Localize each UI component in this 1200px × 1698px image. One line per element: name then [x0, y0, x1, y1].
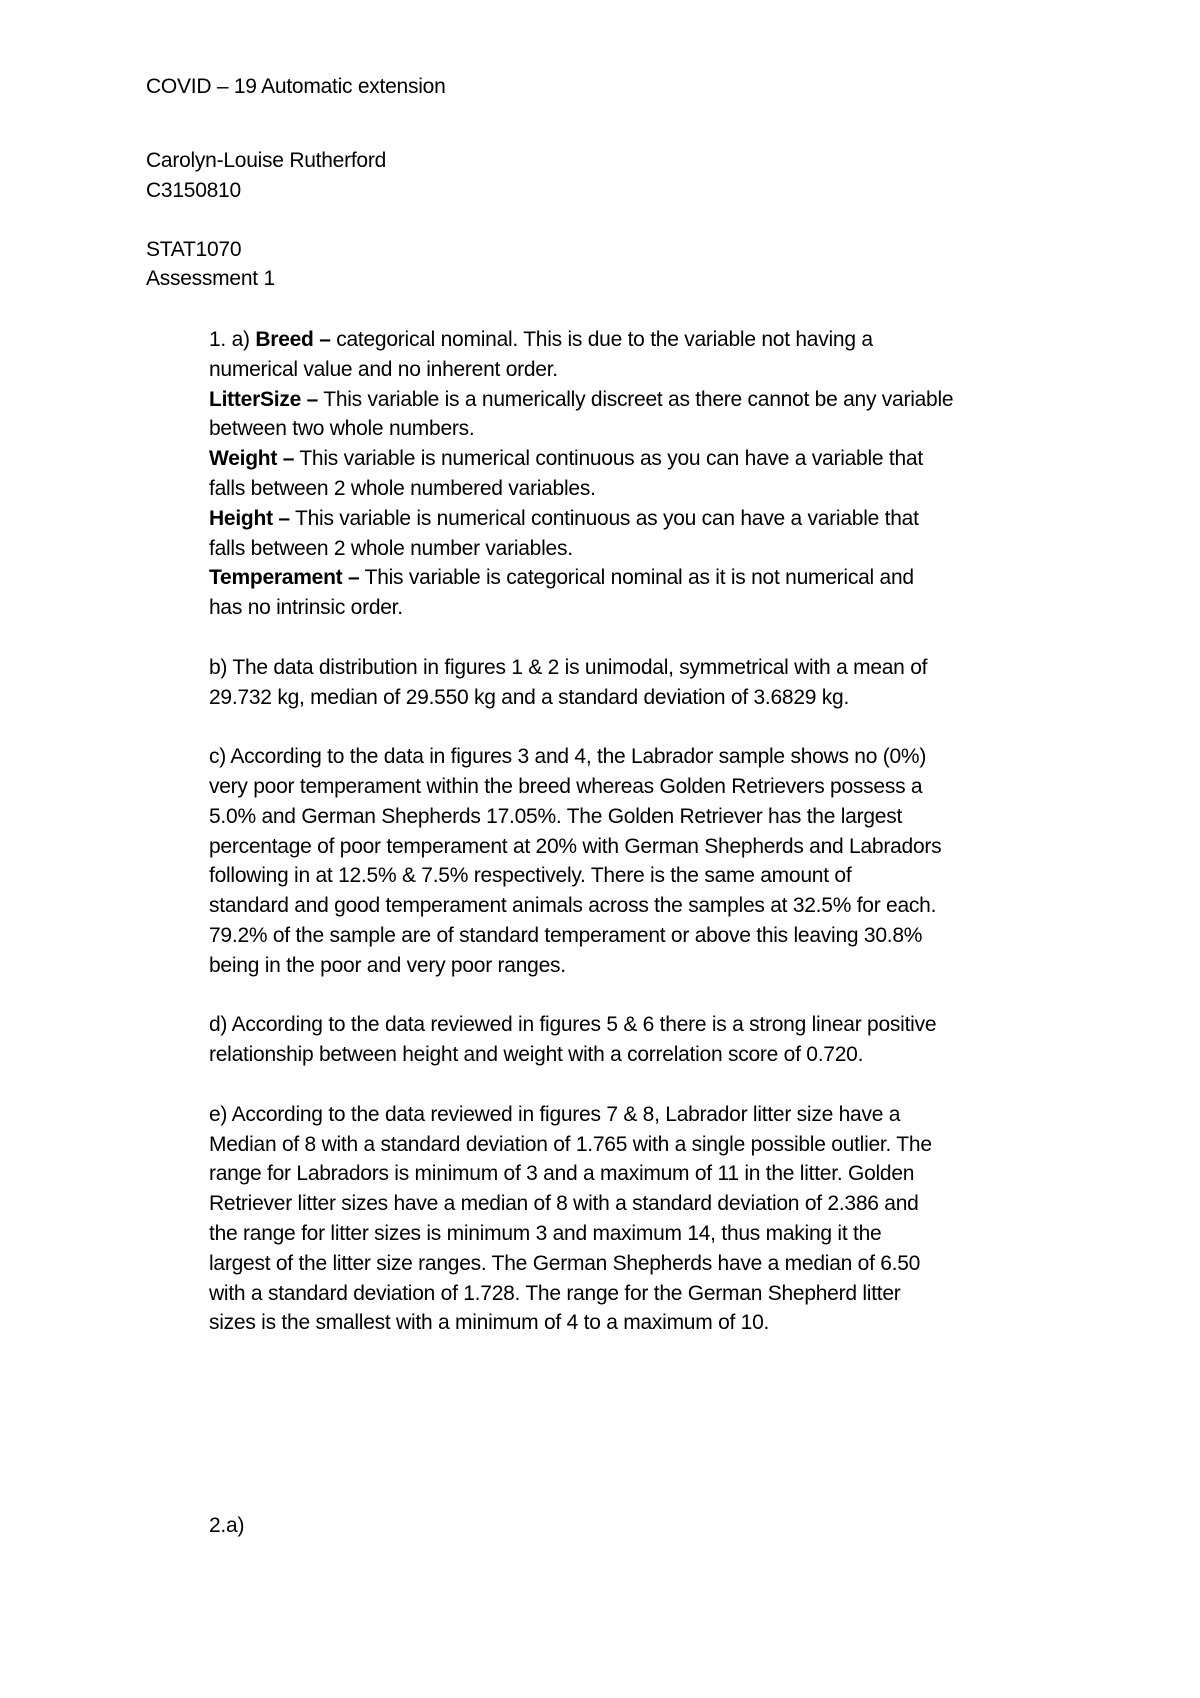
answer-1b-line: 29.732 kg, median of 29.550 kg and a standard deviation of 3.6829 kg.	[209, 685, 850, 709]
height-line: Height – This variable is numerical continuous as you can have a variable that	[209, 506, 919, 530]
answer-1c-line: following in at 12.5% & 7.5% respectively. There is the same amount of	[209, 864, 852, 888]
answer-1c-line: being in the poor and very poor ranges.	[209, 953, 566, 977]
student-name: Carolyn-Louise Rutherford	[146, 149, 387, 172]
answer-1c	[209, 742, 1089, 980]
breed-line-2: numerical value and no inherent order.	[209, 357, 558, 381]
student-id: C3150810	[146, 178, 241, 202]
answer-1b-line: b) The data distribution in figures 1 & 2 is unimodal, symmetrical with a mean of	[209, 655, 928, 679]
question-1-answers	[209, 325, 1089, 1338]
answer-1c-line: c) According to the data in figures 3 and 4, the Labrador sample shows no (0%)	[209, 745, 927, 769]
answer-1e-line: sizes is the smallest with a minimum of 4 to a maximum of 10.	[209, 1311, 770, 1335]
weight-line-2: falls between 2 whole numbered variables.	[209, 476, 596, 500]
answer-1e-line: with a standard deviation of 1.728. The range for the German Shepherd litter	[209, 1281, 901, 1305]
height-label: Height –	[209, 506, 290, 530]
weight-line: Weight – This variable is numerical continuous as you can have a variable that	[209, 447, 923, 471]
answer-1e-line: range for Labradors is minimum of 3 and a maximum of 11 in the litter. Golden	[209, 1162, 915, 1186]
answer-1d	[209, 1010, 1089, 1070]
answer-1e-line: largest of the litter size ranges. The German Shepherds have a median of 6.50	[209, 1251, 921, 1275]
answer-1c-line: 5.0% and German Shepherds 17.05%. The Golden Retriever has the largest	[209, 804, 903, 828]
breed-line: 1. a) Breed – categorical nominal. This is due to the variable not having a	[209, 328, 873, 351]
answer-1b	[209, 653, 1089, 713]
answer-1a	[209, 325, 1089, 623]
height-line-2: falls between 2 whole number variables.	[209, 536, 573, 560]
answer-1d-line: d) According to the data reviewed in figures 5 & 6 there is a strong linear positive	[209, 1013, 937, 1037]
answer-1e	[209, 1100, 1089, 1338]
course-code: STAT1070	[146, 237, 242, 261]
answer-1c-line: very poor temperament within the breed whereas Golden Retrievers possess a	[209, 774, 923, 798]
answer-1e-line: Median of 8 with a standard deviation of 1.765 with a single possible outlier. The	[209, 1132, 932, 1156]
littersize-label: LitterSize –	[209, 387, 319, 411]
question-2a-label: 2.a)	[209, 1514, 245, 1537]
littersize-line-2: between two whole numbers.	[209, 417, 475, 441]
answer-1c-line: 79.2% of the sample are of standard temperament or above this leaving 30.8%	[209, 923, 923, 947]
answer-1c-line: standard and good temperament animals across the samples at 32.5% for each.	[209, 894, 937, 918]
answer-1d-line: relationship between height and weight with a correlation score of 0.720.	[209, 1043, 864, 1067]
temperament-line-2: has no intrinsic order.	[209, 596, 403, 620]
assessment-title: Assessment 1	[146, 267, 275, 290]
weight-label: Weight –	[209, 447, 295, 471]
answer-1c-line: percentage of poor temperament at 20% with German Shepherds and Labradors	[209, 834, 942, 858]
answer-1e-line: Retriever litter sizes have a median of 8 with a standard deviation of 2.386 and	[209, 1192, 919, 1216]
document-title: COVID – 19 Automatic extension	[146, 75, 446, 98]
answer-1e-line: the range for litter sizes is minimum 3 and maximum 14, thus making it the	[209, 1221, 882, 1245]
answer-1e-line: e) According to the data reviewed in figures 7 & 8, Labrador litter size have a	[209, 1102, 901, 1126]
breed-label: Breed –	[255, 328, 331, 351]
temperament-label: Temperament –	[209, 566, 360, 590]
littersize-line: LitterSize – This variable is a numerically discreet as there cannot be any variable	[209, 387, 954, 411]
temperament-line: Temperament – This variable is categorical nominal as it is not numerical and	[209, 566, 914, 590]
